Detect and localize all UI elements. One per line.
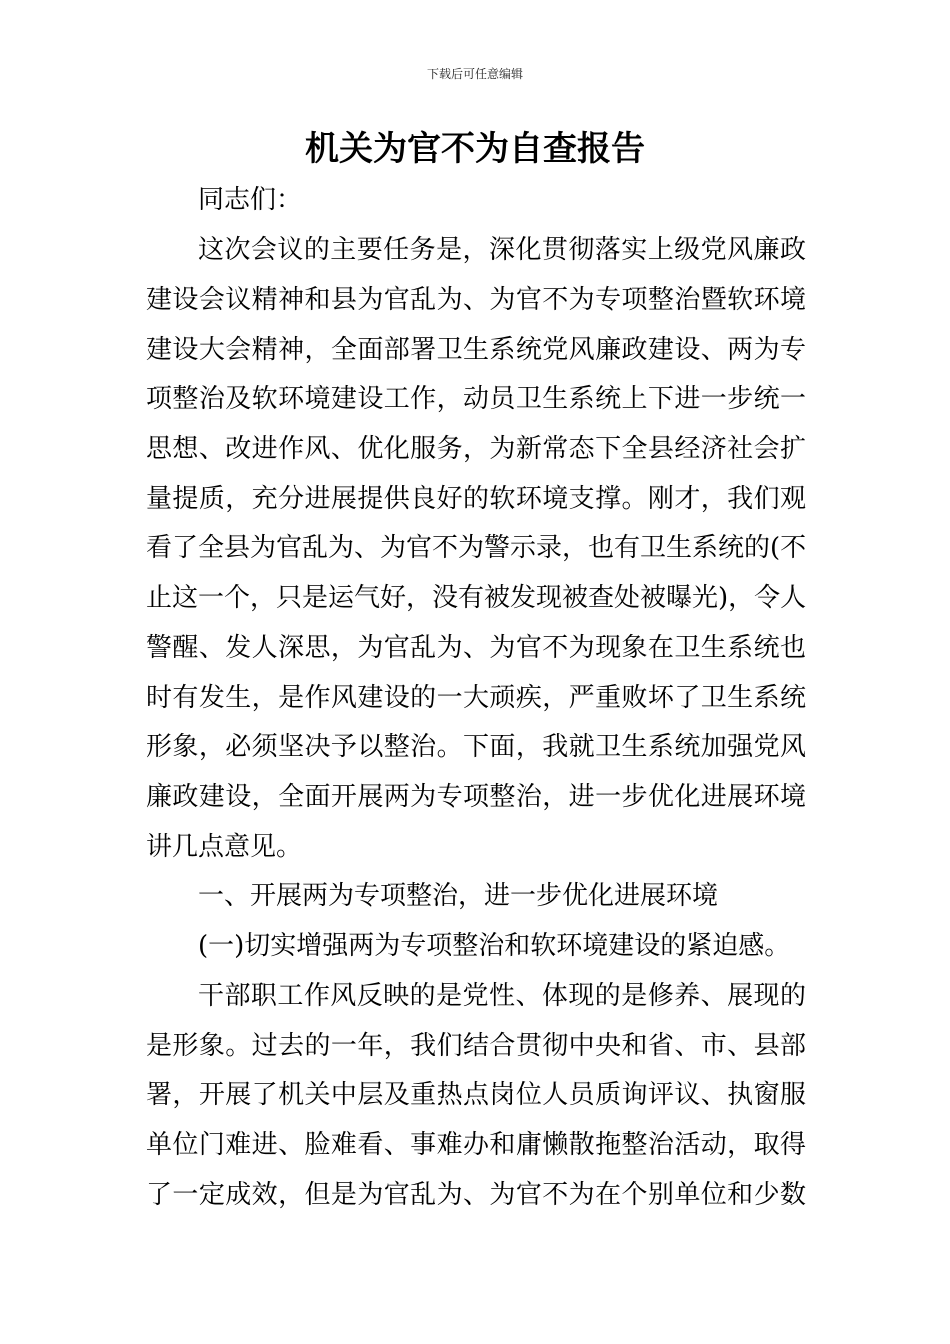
paragraph-line: 看了全县为官乱为、为官不为警示录，也有卫生系统的(不 xyxy=(146,533,806,563)
paragraph-line: 项整治及软环境建设工作，动员卫生系统上下进一步统一 xyxy=(146,384,806,414)
paragraph-line: 形象，必须坚决予以整治。下面，我就卫生系统加强党风 xyxy=(146,732,806,762)
paragraph-line: 是形象。过去的一年，我们结合贯彻中央和省、市、县部 xyxy=(146,1031,806,1061)
paragraph-line: 单位门难进、脸难看、事难办和庸懒散拖整治活动，取得 xyxy=(146,1130,806,1160)
paragraph-line: 止这一个，只是运气好，没有被发现被查处被曝光)，令人 xyxy=(146,583,806,613)
document-title: 机关为官不为自查报告 xyxy=(305,129,645,169)
paragraph-line: 量提质，充分进展提供良好的软环境支撑。刚才，我们观 xyxy=(146,484,806,514)
paragraph-line: 这次会议的主要任务是，深化贯彻落实上级党风廉政 xyxy=(198,235,806,265)
paragraph-line: 署，开展了机关中层及重热点岗位人员质询评议、执窗服 xyxy=(146,1080,806,1110)
paragraph-line: 讲几点意见。 xyxy=(146,832,303,862)
paragraph-line: 思想、改进作风、优化服务，为新常态下全县经济社会扩 xyxy=(146,434,806,464)
paragraph-line: 建设大会精神，全面部署卫生系统党风廉政建设、两为专 xyxy=(146,335,806,365)
paragraph-line: 干部职工作风反映的是党性、体现的是修养、展现的 xyxy=(198,981,806,1011)
paragraph-line: 建设会议精神和县为官乱为、为官不为专项整治暨软环境 xyxy=(146,285,806,315)
paragraph-line: 时有发生，是作风建设的一大顽疾，严重败坏了卫生系统 xyxy=(146,683,806,713)
header-note: 下载后可任意编辑 xyxy=(426,67,523,81)
paragraph-line: 警醒、发人深思，为官乱为、为官不为现象在卫生系统也 xyxy=(146,633,806,663)
subsection-heading: (一)切实增强两为专项整治和软环境建设的紧迫感。 xyxy=(198,931,791,961)
paragraph-line: 廉政建设，全面开展两为专项整治，进一步优化进展环境 xyxy=(146,782,806,812)
salutation-line: 同志们： xyxy=(198,185,303,215)
section-heading: 一、开展两为专项整治，进一步优化进展环境 xyxy=(198,881,719,911)
paragraph-line: 了一定成效，但是为官乱为、为官不为在个别单位和少数 xyxy=(146,1180,806,1210)
